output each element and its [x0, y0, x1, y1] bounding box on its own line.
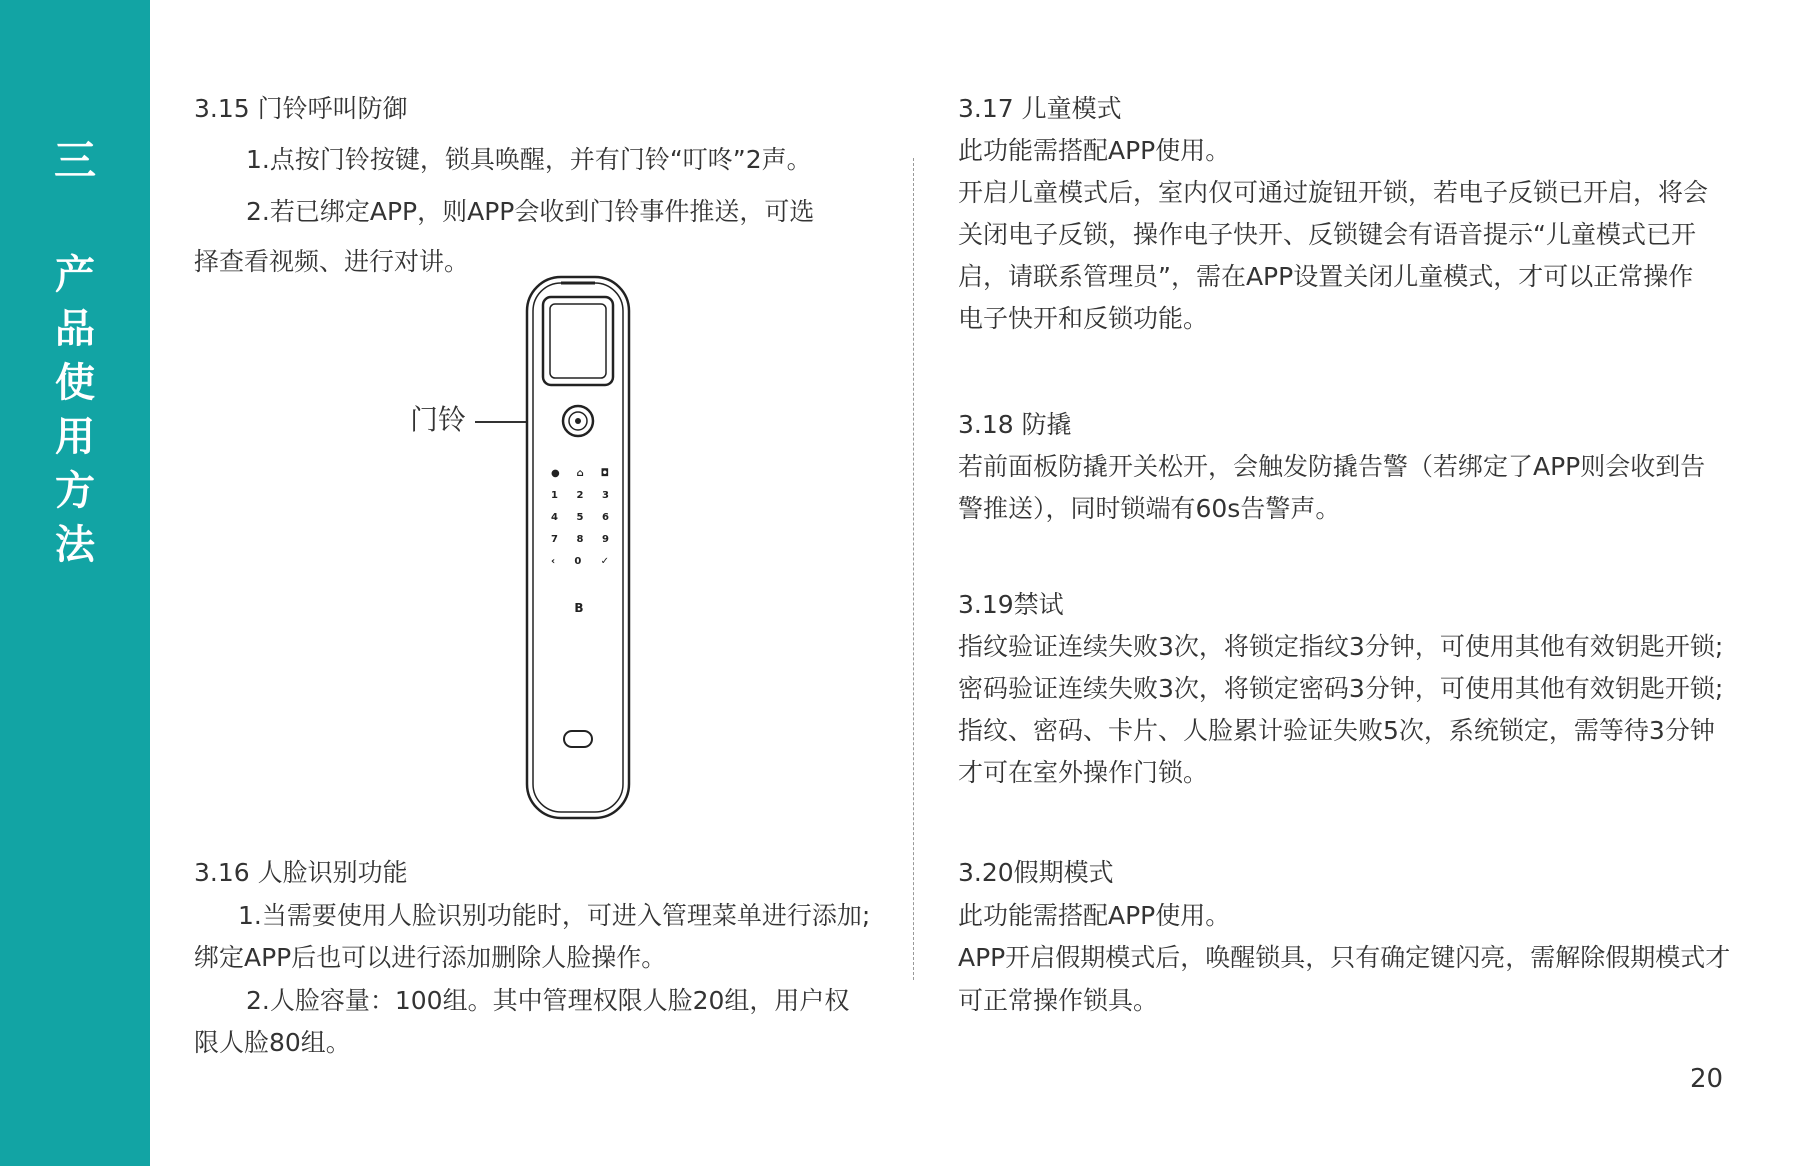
- chapter-title-char: 法: [55, 522, 95, 568]
- keypad-key: 5: [576, 512, 584, 523]
- keypad-key: 4: [551, 512, 558, 523]
- section-3-20-line: APP开启假期模式后，唤醒锁具，只有确定键闪亮，需解除假期模式才: [958, 943, 1731, 972]
- section-3-19-line: 密码验证连续失败3次，将锁定密码3分钟，可使用其他有效钥匙开锁;: [958, 674, 1724, 703]
- chapter-sidebar: [0, 0, 150, 1166]
- page-number: 20: [1690, 1064, 1724, 1094]
- section-3-17-line: 关闭电子反锁，操作电子快开、反锁键会有语音提示“儿童模式已开: [958, 220, 1696, 249]
- keypad-key: ‹: [551, 556, 556, 567]
- section-heading-3-19: 3.19禁试: [958, 590, 1064, 619]
- chapter-title-char: 方: [55, 468, 95, 514]
- section-3-20-line: 此功能需搭配APP使用。: [958, 901, 1231, 930]
- section-3-16-line: 限人脸80组。: [194, 1028, 351, 1057]
- keypad-key: 1: [551, 490, 558, 501]
- section-3-17-line: 开启儿童模式后，室内仅可通过旋钮开锁，若电子反锁已开启，将会: [958, 178, 1709, 207]
- lock-key-icon: B: [574, 601, 584, 615]
- section-3-17-line: 启，请联系管理员”，需在APP设置关闭儿童模式，才可以正常操作: [958, 262, 1694, 291]
- keypad-key: ✓: [600, 556, 609, 567]
- chapter-title: [0, 248, 150, 572]
- keypad-key: ◘: [600, 468, 609, 479]
- section-3-16-line: 1.当需要使用人脸识别功能时，可进入管理菜单进行添加;: [238, 901, 871, 930]
- section-heading-3-16: 3.16 人脸识别功能: [194, 858, 408, 887]
- keypad-key: 7: [551, 534, 558, 545]
- section-3-19-line: 才可在室外操作门锁。: [958, 758, 1209, 787]
- chapter-title-char: 品: [55, 306, 95, 352]
- section-3-20-line: 可正常操作锁具。: [958, 986, 1159, 1015]
- section-3-17-line: 电子快开和反锁功能。: [958, 304, 1209, 333]
- keypad-key: ⌂: [576, 468, 584, 479]
- section-3-19-line: 指纹、密码、卡片、人脸累计验证失败5次，系统锁定，需等待3分钟: [958, 716, 1715, 745]
- section-3-15-line: 2.若已绑定APP，则APP会收到门铃事件推送，可选: [246, 197, 815, 226]
- section-heading-3-17: 3.17 儿童模式: [958, 94, 1122, 123]
- keypad-key: 3: [602, 490, 609, 501]
- chapter-number: 三: [53, 136, 96, 185]
- section-heading-3-20: 3.20假期模式: [958, 858, 1114, 887]
- section-3-19-line: 指纹验证连续失败3次，将锁定指纹3分钟，可使用其他有效钥匙开锁;: [958, 632, 1724, 661]
- doorbell-callout-label: 门铃: [410, 403, 467, 436]
- chapter-title-char: 产: [55, 252, 95, 298]
- column-divider: [913, 158, 914, 980]
- chapter-title-char: 用: [55, 414, 95, 460]
- section-heading-3-18: 3.18 防撬: [958, 410, 1072, 439]
- section-3-18-line: 若前面板防撬开关松开，会触发防撬告警（若绑定了APP则会收到告: [958, 452, 1706, 481]
- section-3-17-line: 此功能需搭配APP使用。: [958, 136, 1231, 165]
- keypad-key: 9: [602, 534, 609, 545]
- keypad-key: 8: [576, 534, 584, 545]
- keypad-key: 2: [576, 490, 584, 501]
- section-3-15-line: 择查看视频、进行对讲。: [194, 247, 470, 276]
- section-3-16-line: 绑定APP后也可以进行添加删除人脸操作。: [194, 943, 667, 972]
- keypad-key: 6: [602, 512, 609, 523]
- section-heading-3-15: 3.15 门铃呼叫防御: [194, 94, 408, 123]
- section-3-18-line: 警推送），同时锁端有60s告警声。: [958, 494, 1341, 523]
- keypad-key: ●: [551, 468, 560, 479]
- keypad: [551, 468, 609, 578]
- keypad-key: 0: [574, 556, 582, 567]
- section-3-16-line: 2.人脸容量：100组。其中管理权限人脸20组，用户权: [246, 986, 850, 1015]
- chapter-title-char: 使: [55, 360, 95, 406]
- section-3-15-line: 1.点按门铃按键，锁具唤醒，并有门铃“叮咚”2声。: [246, 145, 812, 174]
